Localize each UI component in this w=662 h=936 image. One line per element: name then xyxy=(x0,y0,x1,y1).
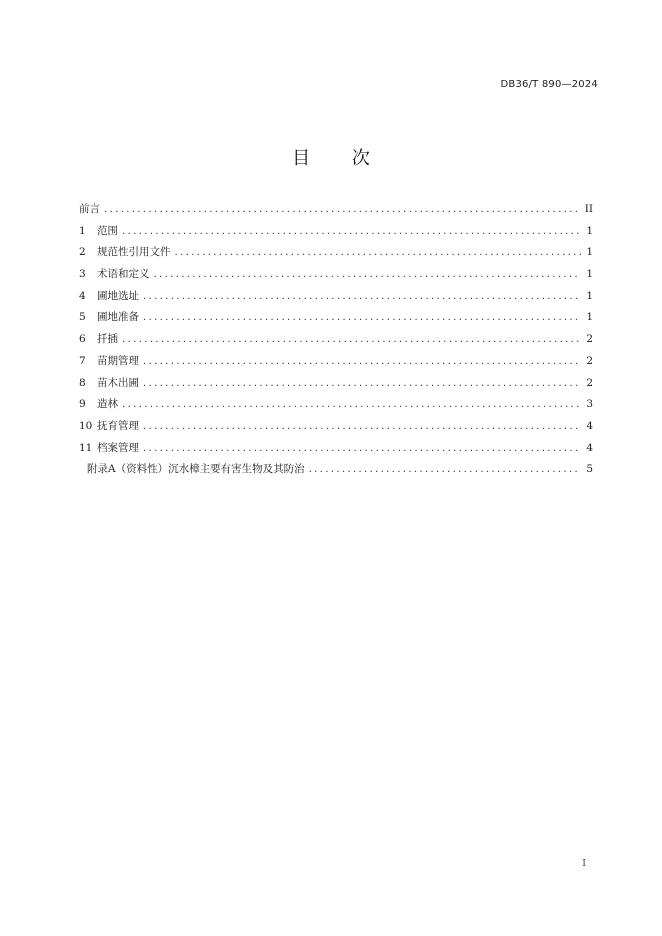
document-code: DB36/T 890—2024 xyxy=(500,79,598,90)
toc-entry-page: II xyxy=(584,203,593,215)
toc-entry-number: 10 xyxy=(79,419,93,432)
toc-leader-dots xyxy=(154,264,582,286)
toc-entry-label: 抚育管理 xyxy=(97,419,139,432)
toc-entry-label: 扦插 xyxy=(97,333,118,346)
toc-leader-dots xyxy=(309,459,581,481)
toc-entry-number: 4 xyxy=(79,289,86,302)
toc-entry-label: 前言 xyxy=(79,203,100,215)
toc-entry-number: 7 xyxy=(79,354,86,367)
toc-entry-label: 范围 xyxy=(97,224,118,237)
toc-entry-page: 1 xyxy=(586,268,593,281)
toc-leader-dots xyxy=(143,307,581,329)
toc-entry-label: 档案管理 xyxy=(97,441,139,454)
toc-leader-dots xyxy=(122,221,581,243)
toc-entry-page: 5 xyxy=(586,463,593,476)
toc-entry[interactable] xyxy=(79,394,593,416)
toc-entry-number: 11 xyxy=(79,441,93,454)
toc-leader-dots xyxy=(122,329,581,351)
toc-entry[interactable] xyxy=(79,242,593,264)
toc-entry-label: 造林 xyxy=(97,398,118,411)
toc-entry[interactable] xyxy=(79,438,593,460)
toc-entry[interactable] xyxy=(79,199,593,221)
toc-entry-number: 2 xyxy=(79,246,86,259)
toc-leader-dots xyxy=(143,438,581,460)
toc-entry[interactable] xyxy=(79,307,593,329)
toc-entry[interactable] xyxy=(79,351,593,373)
toc-entry-label: 苗木出圃 xyxy=(97,376,139,389)
toc-entry-page: 2 xyxy=(586,333,593,346)
toc-entry[interactable] xyxy=(79,264,593,286)
toc-entry-page: 2 xyxy=(586,354,593,367)
toc-leader-dots xyxy=(143,373,581,395)
toc-entry-page: 4 xyxy=(586,441,593,454)
toc-entry-number: 6 xyxy=(79,333,86,346)
toc-entry[interactable] xyxy=(79,373,593,395)
toc-entry[interactable] xyxy=(79,286,593,308)
page-number: I xyxy=(582,858,586,869)
toc-entry-page: 4 xyxy=(586,419,593,432)
table-of-contents xyxy=(79,199,593,481)
toc-entry[interactable] xyxy=(79,221,593,243)
toc-leader-dots xyxy=(104,199,581,221)
toc-leader-dots xyxy=(143,351,581,373)
toc-entry-label: 术语和定义 xyxy=(97,268,150,281)
toc-entry-page: 1 xyxy=(586,246,593,259)
toc-entry[interactable] xyxy=(79,459,593,481)
toc-entry-page: 2 xyxy=(586,376,593,389)
toc-entry-label: 苗期管理 xyxy=(97,354,139,367)
toc-entry-number: 1 xyxy=(79,224,86,237)
toc-entry-label: 圃地选址 xyxy=(97,289,139,302)
toc-entry-page: 1 xyxy=(586,311,593,324)
toc-entry-label: 圃地准备 xyxy=(97,311,139,324)
toc-leader-dots xyxy=(143,286,581,308)
toc-entry-number: 8 xyxy=(79,376,86,389)
toc-entry[interactable] xyxy=(79,329,593,351)
page-title: 目 次 xyxy=(292,148,388,169)
toc-entry-label: 附录A（资料性）沉水樟主要有害生物及其防治 xyxy=(87,463,305,476)
toc-entry-number: 3 xyxy=(79,268,86,281)
toc-entry-label: 规范性引用文件 xyxy=(97,246,171,259)
toc-entry-page: 3 xyxy=(586,398,593,411)
toc-entry-page: 1 xyxy=(586,224,593,237)
toc-entry-page: 1 xyxy=(586,289,593,302)
toc-entry-number: 5 xyxy=(79,311,86,324)
toc-entry-number: 9 xyxy=(79,398,86,411)
toc-leader-dots xyxy=(175,242,582,264)
toc-entry[interactable] xyxy=(79,416,593,438)
toc-leader-dots xyxy=(122,394,581,416)
toc-leader-dots xyxy=(143,416,581,438)
